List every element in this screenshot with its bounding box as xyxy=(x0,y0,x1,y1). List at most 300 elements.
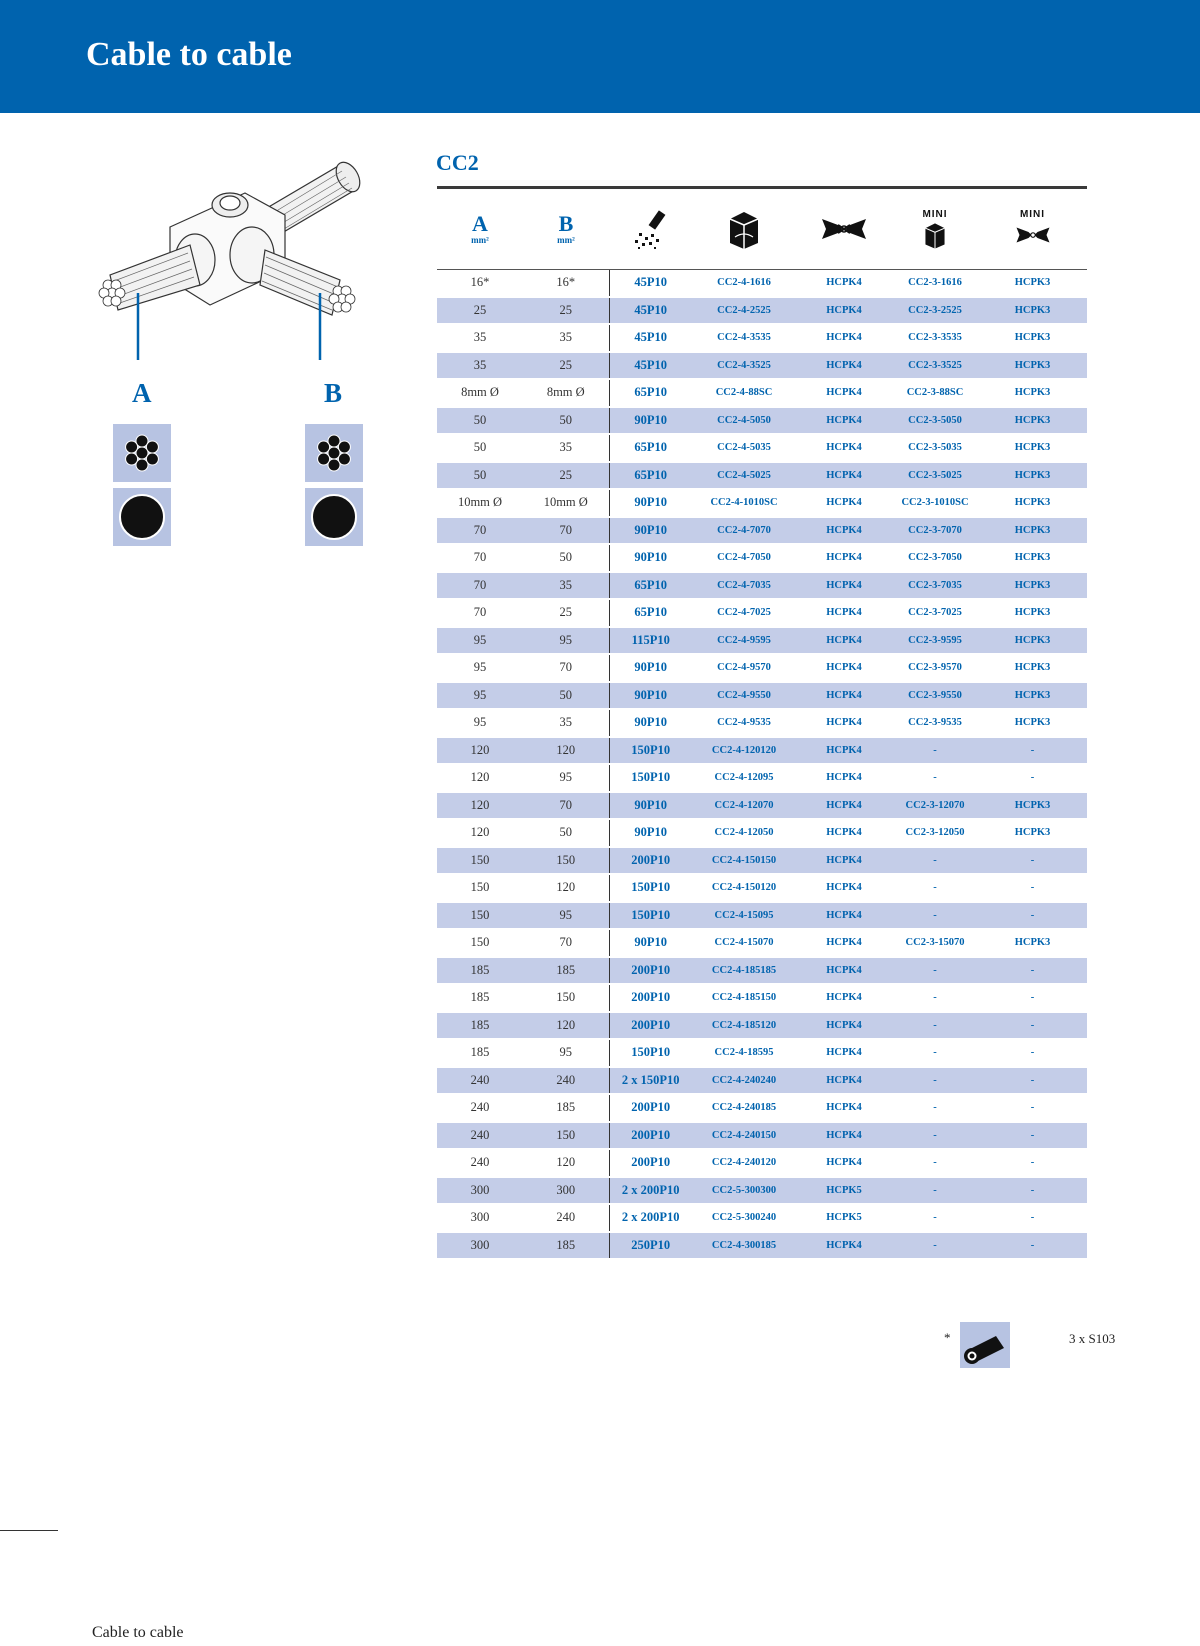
cell-charge: 90P10 xyxy=(609,709,692,737)
cell-mini-handle: HCPK3 xyxy=(978,352,1087,380)
cell-mini-mould: CC2-3-1616 xyxy=(892,270,978,297)
cell-a: 240 xyxy=(437,1122,523,1150)
cell-a: 50 xyxy=(437,407,523,435)
table-row xyxy=(437,764,1087,792)
cell-mould: CC2-4-12050 xyxy=(692,819,796,847)
cell-handle: HCPK4 xyxy=(796,874,892,902)
cell-a: 35 xyxy=(437,352,523,380)
header-banner xyxy=(0,0,1200,113)
cell-a: 50 xyxy=(437,462,523,490)
cell-handle: HCPK4 xyxy=(796,517,892,545)
cell-mini-mould: CC2-3-7035 xyxy=(892,572,978,600)
cell-mini-handle: HCPK3 xyxy=(978,682,1087,710)
table-row xyxy=(437,847,1087,875)
cell-mould: CC2-4-5025 xyxy=(692,462,796,490)
cell-mould: CC2-4-300185 xyxy=(692,1232,796,1260)
cell-mould: CC2-4-2525 xyxy=(692,297,796,325)
cell-mini-mould: CC2-3-9550 xyxy=(892,682,978,710)
cell-mini-handle: HCPK3 xyxy=(978,270,1087,297)
cell-mould: CC2-4-3525 xyxy=(692,352,796,380)
table-row xyxy=(437,709,1087,737)
cell-mini-mould: CC2-3-2525 xyxy=(892,297,978,325)
cell-mini-handle: - xyxy=(978,737,1087,765)
cell-handle: HCPK5 xyxy=(796,1204,892,1232)
cell-a: 35 xyxy=(437,324,523,352)
cell-a: 70 xyxy=(437,517,523,545)
cell-mini-mould: CC2-3-1010SC xyxy=(892,489,978,517)
table-row xyxy=(437,819,1087,847)
cell-mould: CC2-4-5035 xyxy=(692,434,796,462)
cell-charge: 250P10 xyxy=(609,1232,692,1260)
cell-mini-handle: HCPK3 xyxy=(978,654,1087,682)
table-row xyxy=(437,572,1087,600)
cell-mini-mould: - xyxy=(892,1149,978,1177)
cell-mini-mould: - xyxy=(892,1177,978,1205)
cell-handle: HCPK4 xyxy=(796,1232,892,1260)
cell-handle: HCPK4 xyxy=(796,572,892,600)
cell-mini-handle: HCPK3 xyxy=(978,297,1087,325)
cell-handle: HCPK4 xyxy=(796,709,892,737)
cell-handle: HCPK4 xyxy=(796,270,892,297)
cell-b: 120 xyxy=(523,874,609,902)
sleeve-icon xyxy=(960,1322,1010,1368)
cell-charge: 2 x 200P10 xyxy=(609,1177,692,1205)
cell-charge: 65P10 xyxy=(609,462,692,490)
cell-mini-handle: HCPK3 xyxy=(978,572,1087,600)
cell-b: 185 xyxy=(523,1094,609,1122)
cell-b: 25 xyxy=(523,297,609,325)
cell-mould: CC2-5-300240 xyxy=(692,1204,796,1232)
cell-b: 25 xyxy=(523,462,609,490)
cell-mould: CC2-4-9570 xyxy=(692,654,796,682)
cell-b: 150 xyxy=(523,1122,609,1150)
cell-mould: CC2-4-185120 xyxy=(692,1012,796,1040)
cell-mini-mould: CC2-3-7070 xyxy=(892,517,978,545)
cell-mould: CC2-4-9550 xyxy=(692,682,796,710)
cell-mini-handle: HCPK3 xyxy=(978,517,1087,545)
cell-charge: 2 x 200P10 xyxy=(609,1204,692,1232)
cell-mini-handle: HCPK3 xyxy=(978,627,1087,655)
mini-label: MINI xyxy=(922,208,948,220)
cell-charge: 90P10 xyxy=(609,819,692,847)
table-row xyxy=(437,297,1087,325)
cell-b: 50 xyxy=(523,682,609,710)
cell-handle: HCPK4 xyxy=(796,599,892,627)
table-header-row xyxy=(437,189,1087,270)
cell-charge: 65P10 xyxy=(609,434,692,462)
cell-mini-mould: - xyxy=(892,1012,978,1040)
cell-charge: 45P10 xyxy=(609,324,692,352)
table-row xyxy=(437,1177,1087,1205)
cell-mini-mould: CC2-3-9570 xyxy=(892,654,978,682)
table-row xyxy=(437,957,1087,985)
cell-handle: HCPK5 xyxy=(796,1177,892,1205)
mould-icon xyxy=(692,207,796,251)
label-b: B xyxy=(324,378,343,408)
cell-handle: HCPK4 xyxy=(796,489,892,517)
solid-conductor-icon xyxy=(113,488,171,546)
cell-b: 50 xyxy=(523,819,609,847)
cell-a: 150 xyxy=(437,874,523,902)
header-a-label: A xyxy=(472,211,488,236)
table-row xyxy=(437,1012,1087,1040)
cell-mini-handle: HCPK3 xyxy=(978,709,1087,737)
label-a: A xyxy=(132,378,152,408)
cell-mini-handle: HCPK3 xyxy=(978,819,1087,847)
explosive-charge-icon xyxy=(609,207,692,251)
cell-handle: HCPK4 xyxy=(796,324,892,352)
cc2-table xyxy=(437,270,1087,1260)
cell-charge: 200P10 xyxy=(609,847,692,875)
header-col-b xyxy=(523,213,609,245)
cell-b: 50 xyxy=(523,544,609,572)
cell-a: 240 xyxy=(437,1094,523,1122)
table-row xyxy=(437,627,1087,655)
cell-charge: 90P10 xyxy=(609,792,692,820)
cell-charge: 45P10 xyxy=(609,352,692,380)
cell-b: 185 xyxy=(523,1232,609,1260)
cell-mould: CC2-4-150120 xyxy=(692,874,796,902)
cell-mini-handle: HCPK3 xyxy=(978,792,1087,820)
cell-b: 70 xyxy=(523,792,609,820)
cell-mini-handle: HCPK3 xyxy=(978,324,1087,352)
cell-charge: 150P10 xyxy=(609,737,692,765)
table-row xyxy=(437,379,1087,407)
cell-handle: HCPK4 xyxy=(796,819,892,847)
cell-handle: HCPK4 xyxy=(796,407,892,435)
cell-mini-mould: CC2-3-5035 xyxy=(892,434,978,462)
cell-mini-handle: - xyxy=(978,1232,1087,1260)
cell-charge: 200P10 xyxy=(609,1012,692,1040)
cell-mini-mould: - xyxy=(892,1204,978,1232)
cell-a: 120 xyxy=(437,819,523,847)
cell-handle: HCPK4 xyxy=(796,379,892,407)
section-title: CC2 xyxy=(436,150,479,175)
footer-label: Cable to cable xyxy=(92,1624,184,1641)
table-row xyxy=(437,517,1087,545)
cell-b: 25 xyxy=(523,599,609,627)
cell-mini-mould: CC2-3-88SC xyxy=(892,379,978,407)
cell-handle: HCPK4 xyxy=(796,1012,892,1040)
cell-charge: 65P10 xyxy=(609,599,692,627)
header-b-unit: mm² xyxy=(557,235,575,245)
table-row xyxy=(437,270,1087,297)
cell-a: 240 xyxy=(437,1067,523,1095)
footer-rule xyxy=(0,1530,58,1531)
header-a-unit: mm² xyxy=(471,235,489,245)
cell-a: 300 xyxy=(437,1232,523,1260)
cell-handle: HCPK4 xyxy=(796,737,892,765)
cell-mini-handle: - xyxy=(978,1149,1087,1177)
header-b-label: B xyxy=(558,211,574,236)
mini-label: MINI xyxy=(1019,208,1046,220)
cell-mini-mould: - xyxy=(892,902,978,930)
cell-mould: CC2-4-5050 xyxy=(692,407,796,435)
cell-b: 95 xyxy=(523,764,609,792)
cell-mini-mould: - xyxy=(892,1067,978,1095)
cell-mini-mould: CC2-3-7025 xyxy=(892,599,978,627)
cell-a: 185 xyxy=(437,1039,523,1067)
cell-charge: 90P10 xyxy=(609,517,692,545)
cell-mould: CC2-4-7025 xyxy=(692,599,796,627)
page-title: Cable to cable xyxy=(86,36,292,73)
cell-b: 240 xyxy=(523,1067,609,1095)
cell-mini-handle: - xyxy=(978,1177,1087,1205)
cell-charge: 150P10 xyxy=(609,902,692,930)
cell-mini-handle: - xyxy=(978,1012,1087,1040)
cell-a: 70 xyxy=(437,544,523,572)
cell-mould: CC2-5-300300 xyxy=(692,1177,796,1205)
cell-charge: 200P10 xyxy=(609,1122,692,1150)
cell-a: 185 xyxy=(437,984,523,1012)
cell-mini-handle: HCPK3 xyxy=(978,544,1087,572)
cell-handle: HCPK4 xyxy=(796,902,892,930)
solid-conductor-icon xyxy=(305,488,363,546)
cell-charge: 200P10 xyxy=(609,957,692,985)
product-table xyxy=(437,186,1087,1260)
cell-mini-handle: - xyxy=(978,847,1087,875)
cell-mini-mould: - xyxy=(892,1039,978,1067)
cell-a: 10mm Ø xyxy=(437,489,523,517)
cell-mini-handle: HCPK3 xyxy=(978,407,1087,435)
cell-mould: CC2-4-9535 xyxy=(692,709,796,737)
cell-b: 70 xyxy=(523,929,609,957)
cell-mini-handle: - xyxy=(978,902,1087,930)
cell-b: 185 xyxy=(523,957,609,985)
footnote-text: 3 x S103 xyxy=(1069,1331,1116,1346)
cell-handle: HCPK4 xyxy=(796,1067,892,1095)
cell-b: 95 xyxy=(523,1039,609,1067)
cell-mould: CC2-4-240150 xyxy=(692,1122,796,1150)
cell-mini-mould: - xyxy=(892,764,978,792)
cell-a: 150 xyxy=(437,847,523,875)
cell-mould: CC2-4-12095 xyxy=(692,764,796,792)
cell-mini-mould: - xyxy=(892,984,978,1012)
cell-mini-handle: HCPK3 xyxy=(978,599,1087,627)
cell-handle: HCPK4 xyxy=(796,1039,892,1067)
mini-handle-clamp-icon xyxy=(978,209,1087,250)
cell-mini-mould: CC2-3-9595 xyxy=(892,627,978,655)
cell-mould: CC2-4-185150 xyxy=(692,984,796,1012)
table-row xyxy=(437,1204,1087,1232)
cell-b: 95 xyxy=(523,902,609,930)
cell-mini-mould: - xyxy=(892,957,978,985)
cell-charge: 150P10 xyxy=(609,874,692,902)
cell-mould: CC2-4-240240 xyxy=(692,1067,796,1095)
cell-mini-mould: CC2-3-5025 xyxy=(892,462,978,490)
cell-a: 120 xyxy=(437,737,523,765)
cell-a: 185 xyxy=(437,957,523,985)
cell-handle: HCPK4 xyxy=(796,792,892,820)
cell-b: 120 xyxy=(523,1149,609,1177)
cell-mould: CC2-4-7070 xyxy=(692,517,796,545)
cell-mini-handle: - xyxy=(978,1122,1087,1150)
table-row xyxy=(437,462,1087,490)
cell-a: 300 xyxy=(437,1204,523,1232)
cell-handle: HCPK4 xyxy=(796,654,892,682)
cell-mini-handle: - xyxy=(978,984,1087,1012)
stranded-conductor-icon xyxy=(113,424,171,482)
cell-b: 10mm Ø xyxy=(523,489,609,517)
cell-mini-mould: CC2-3-7050 xyxy=(892,544,978,572)
cell-charge: 90P10 xyxy=(609,654,692,682)
cell-mould: CC2-4-3535 xyxy=(692,324,796,352)
cell-handle: HCPK4 xyxy=(796,984,892,1012)
cell-b: 95 xyxy=(523,627,609,655)
cell-mini-handle: HCPK3 xyxy=(978,929,1087,957)
cell-mould: CC2-4-15095 xyxy=(692,902,796,930)
cell-a: 70 xyxy=(437,572,523,600)
table-row xyxy=(437,654,1087,682)
table-row xyxy=(437,489,1087,517)
cell-mini-handle: HCPK3 xyxy=(978,489,1087,517)
cell-handle: HCPK4 xyxy=(796,957,892,985)
cell-a: 150 xyxy=(437,902,523,930)
cell-charge: 90P10 xyxy=(609,929,692,957)
cell-charge: 90P10 xyxy=(609,682,692,710)
cell-mini-handle: - xyxy=(978,1067,1087,1095)
cell-handle: HCPK4 xyxy=(796,1149,892,1177)
cell-b: 35 xyxy=(523,434,609,462)
table-row xyxy=(437,352,1087,380)
cell-charge: 90P10 xyxy=(609,407,692,435)
cell-b: 150 xyxy=(523,847,609,875)
cell-a: 240 xyxy=(437,1149,523,1177)
cell-handle: HCPK4 xyxy=(796,462,892,490)
table-row xyxy=(437,929,1087,957)
cell-a: 95 xyxy=(437,627,523,655)
cell-mini-mould: - xyxy=(892,1122,978,1150)
cell-charge: 200P10 xyxy=(609,984,692,1012)
cell-mould: CC2-4-12070 xyxy=(692,792,796,820)
cell-charge: 45P10 xyxy=(609,297,692,325)
table-row xyxy=(437,1094,1087,1122)
cell-a: 25 xyxy=(437,297,523,325)
cell-b: 16* xyxy=(523,270,609,297)
table-row xyxy=(437,407,1087,435)
footnote-marker: * xyxy=(944,1330,951,1345)
cell-b: 8mm Ø xyxy=(523,379,609,407)
cell-a: 8mm Ø xyxy=(437,379,523,407)
cell-mini-handle: HCPK3 xyxy=(978,379,1087,407)
table-row xyxy=(437,792,1087,820)
cell-mould: CC2-4-7050 xyxy=(692,544,796,572)
cell-a: 150 xyxy=(437,929,523,957)
cell-charge: 150P10 xyxy=(609,764,692,792)
cell-mini-mould: - xyxy=(892,874,978,902)
cell-mini-handle: - xyxy=(978,1094,1087,1122)
cell-handle: HCPK4 xyxy=(796,1094,892,1122)
cell-mould: CC2-4-240185 xyxy=(692,1094,796,1122)
cell-handle: HCPK4 xyxy=(796,544,892,572)
cell-mini-handle: HCPK3 xyxy=(978,462,1087,490)
cell-charge: 2 x 150P10 xyxy=(609,1067,692,1095)
cell-mould: CC2-4-185185 xyxy=(692,957,796,985)
cell-handle: HCPK4 xyxy=(796,682,892,710)
cell-a: 120 xyxy=(437,792,523,820)
cell-handle: HCPK4 xyxy=(796,352,892,380)
cell-a: 50 xyxy=(437,434,523,462)
cell-mould: CC2-4-150150 xyxy=(692,847,796,875)
cell-b: 35 xyxy=(523,572,609,600)
cell-a: 185 xyxy=(437,1012,523,1040)
cell-mini-mould: CC2-3-12070 xyxy=(892,792,978,820)
table-row xyxy=(437,874,1087,902)
cell-handle: HCPK4 xyxy=(796,434,892,462)
cell-mini-handle: - xyxy=(978,764,1087,792)
cell-mould: CC2-4-88SC xyxy=(692,379,796,407)
table-row xyxy=(437,1039,1087,1067)
cell-charge: 150P10 xyxy=(609,1039,692,1067)
cell-handle: HCPK4 xyxy=(796,1122,892,1150)
cell-a: 16* xyxy=(437,270,523,297)
cell-mould: CC2-4-15070 xyxy=(692,929,796,957)
cell-mini-handle: - xyxy=(978,1204,1087,1232)
cell-b: 50 xyxy=(523,407,609,435)
cell-charge: 45P10 xyxy=(609,270,692,297)
table-row xyxy=(437,682,1087,710)
header-col-a xyxy=(437,213,523,245)
cell-charge: 200P10 xyxy=(609,1149,692,1177)
cell-mould: CC2-4-240120 xyxy=(692,1149,796,1177)
cell-b: 120 xyxy=(523,1012,609,1040)
table-row xyxy=(437,737,1087,765)
cell-mini-mould: - xyxy=(892,737,978,765)
cell-mini-handle: HCPK3 xyxy=(978,434,1087,462)
mini-mould-icon xyxy=(892,209,978,250)
cell-mini-mould: - xyxy=(892,1094,978,1122)
handle-clamp-icon xyxy=(796,209,892,249)
cell-b: 120 xyxy=(523,737,609,765)
cell-mini-mould: CC2-3-5050 xyxy=(892,407,978,435)
cell-mini-mould: CC2-3-15070 xyxy=(892,929,978,957)
cell-b: 150 xyxy=(523,984,609,1012)
cell-mini-mould: CC2-3-3535 xyxy=(892,324,978,352)
cell-handle: HCPK4 xyxy=(796,929,892,957)
cell-mini-mould: - xyxy=(892,847,978,875)
table-row xyxy=(437,1067,1087,1095)
cell-b: 25 xyxy=(523,352,609,380)
cell-b: 70 xyxy=(523,654,609,682)
table-row xyxy=(437,434,1087,462)
cell-b: 300 xyxy=(523,1177,609,1205)
cell-a: 70 xyxy=(437,599,523,627)
cell-mould: CC2-4-1010SC xyxy=(692,489,796,517)
cell-a: 120 xyxy=(437,764,523,792)
cell-a: 95 xyxy=(437,709,523,737)
cell-a: 300 xyxy=(437,1177,523,1205)
cell-mini-handle: - xyxy=(978,874,1087,902)
cell-mini-handle: - xyxy=(978,1039,1087,1067)
cell-handle: HCPK4 xyxy=(796,297,892,325)
cell-charge: 115P10 xyxy=(609,627,692,655)
cell-handle: HCPK4 xyxy=(796,764,892,792)
cell-charge: 65P10 xyxy=(609,379,692,407)
cell-handle: HCPK4 xyxy=(796,847,892,875)
cell-b: 240 xyxy=(523,1204,609,1232)
cell-a: 95 xyxy=(437,654,523,682)
table-row xyxy=(437,544,1087,572)
cell-mini-mould: CC2-3-3525 xyxy=(892,352,978,380)
cell-mini-mould: CC2-3-12050 xyxy=(892,819,978,847)
cell-mini-handle: - xyxy=(978,957,1087,985)
cell-b: 70 xyxy=(523,517,609,545)
cell-mould: CC2-4-7035 xyxy=(692,572,796,600)
cell-handle: HCPK4 xyxy=(796,627,892,655)
cell-b: 35 xyxy=(523,709,609,737)
cell-charge: 90P10 xyxy=(609,544,692,572)
cell-mould: CC2-4-18595 xyxy=(692,1039,796,1067)
